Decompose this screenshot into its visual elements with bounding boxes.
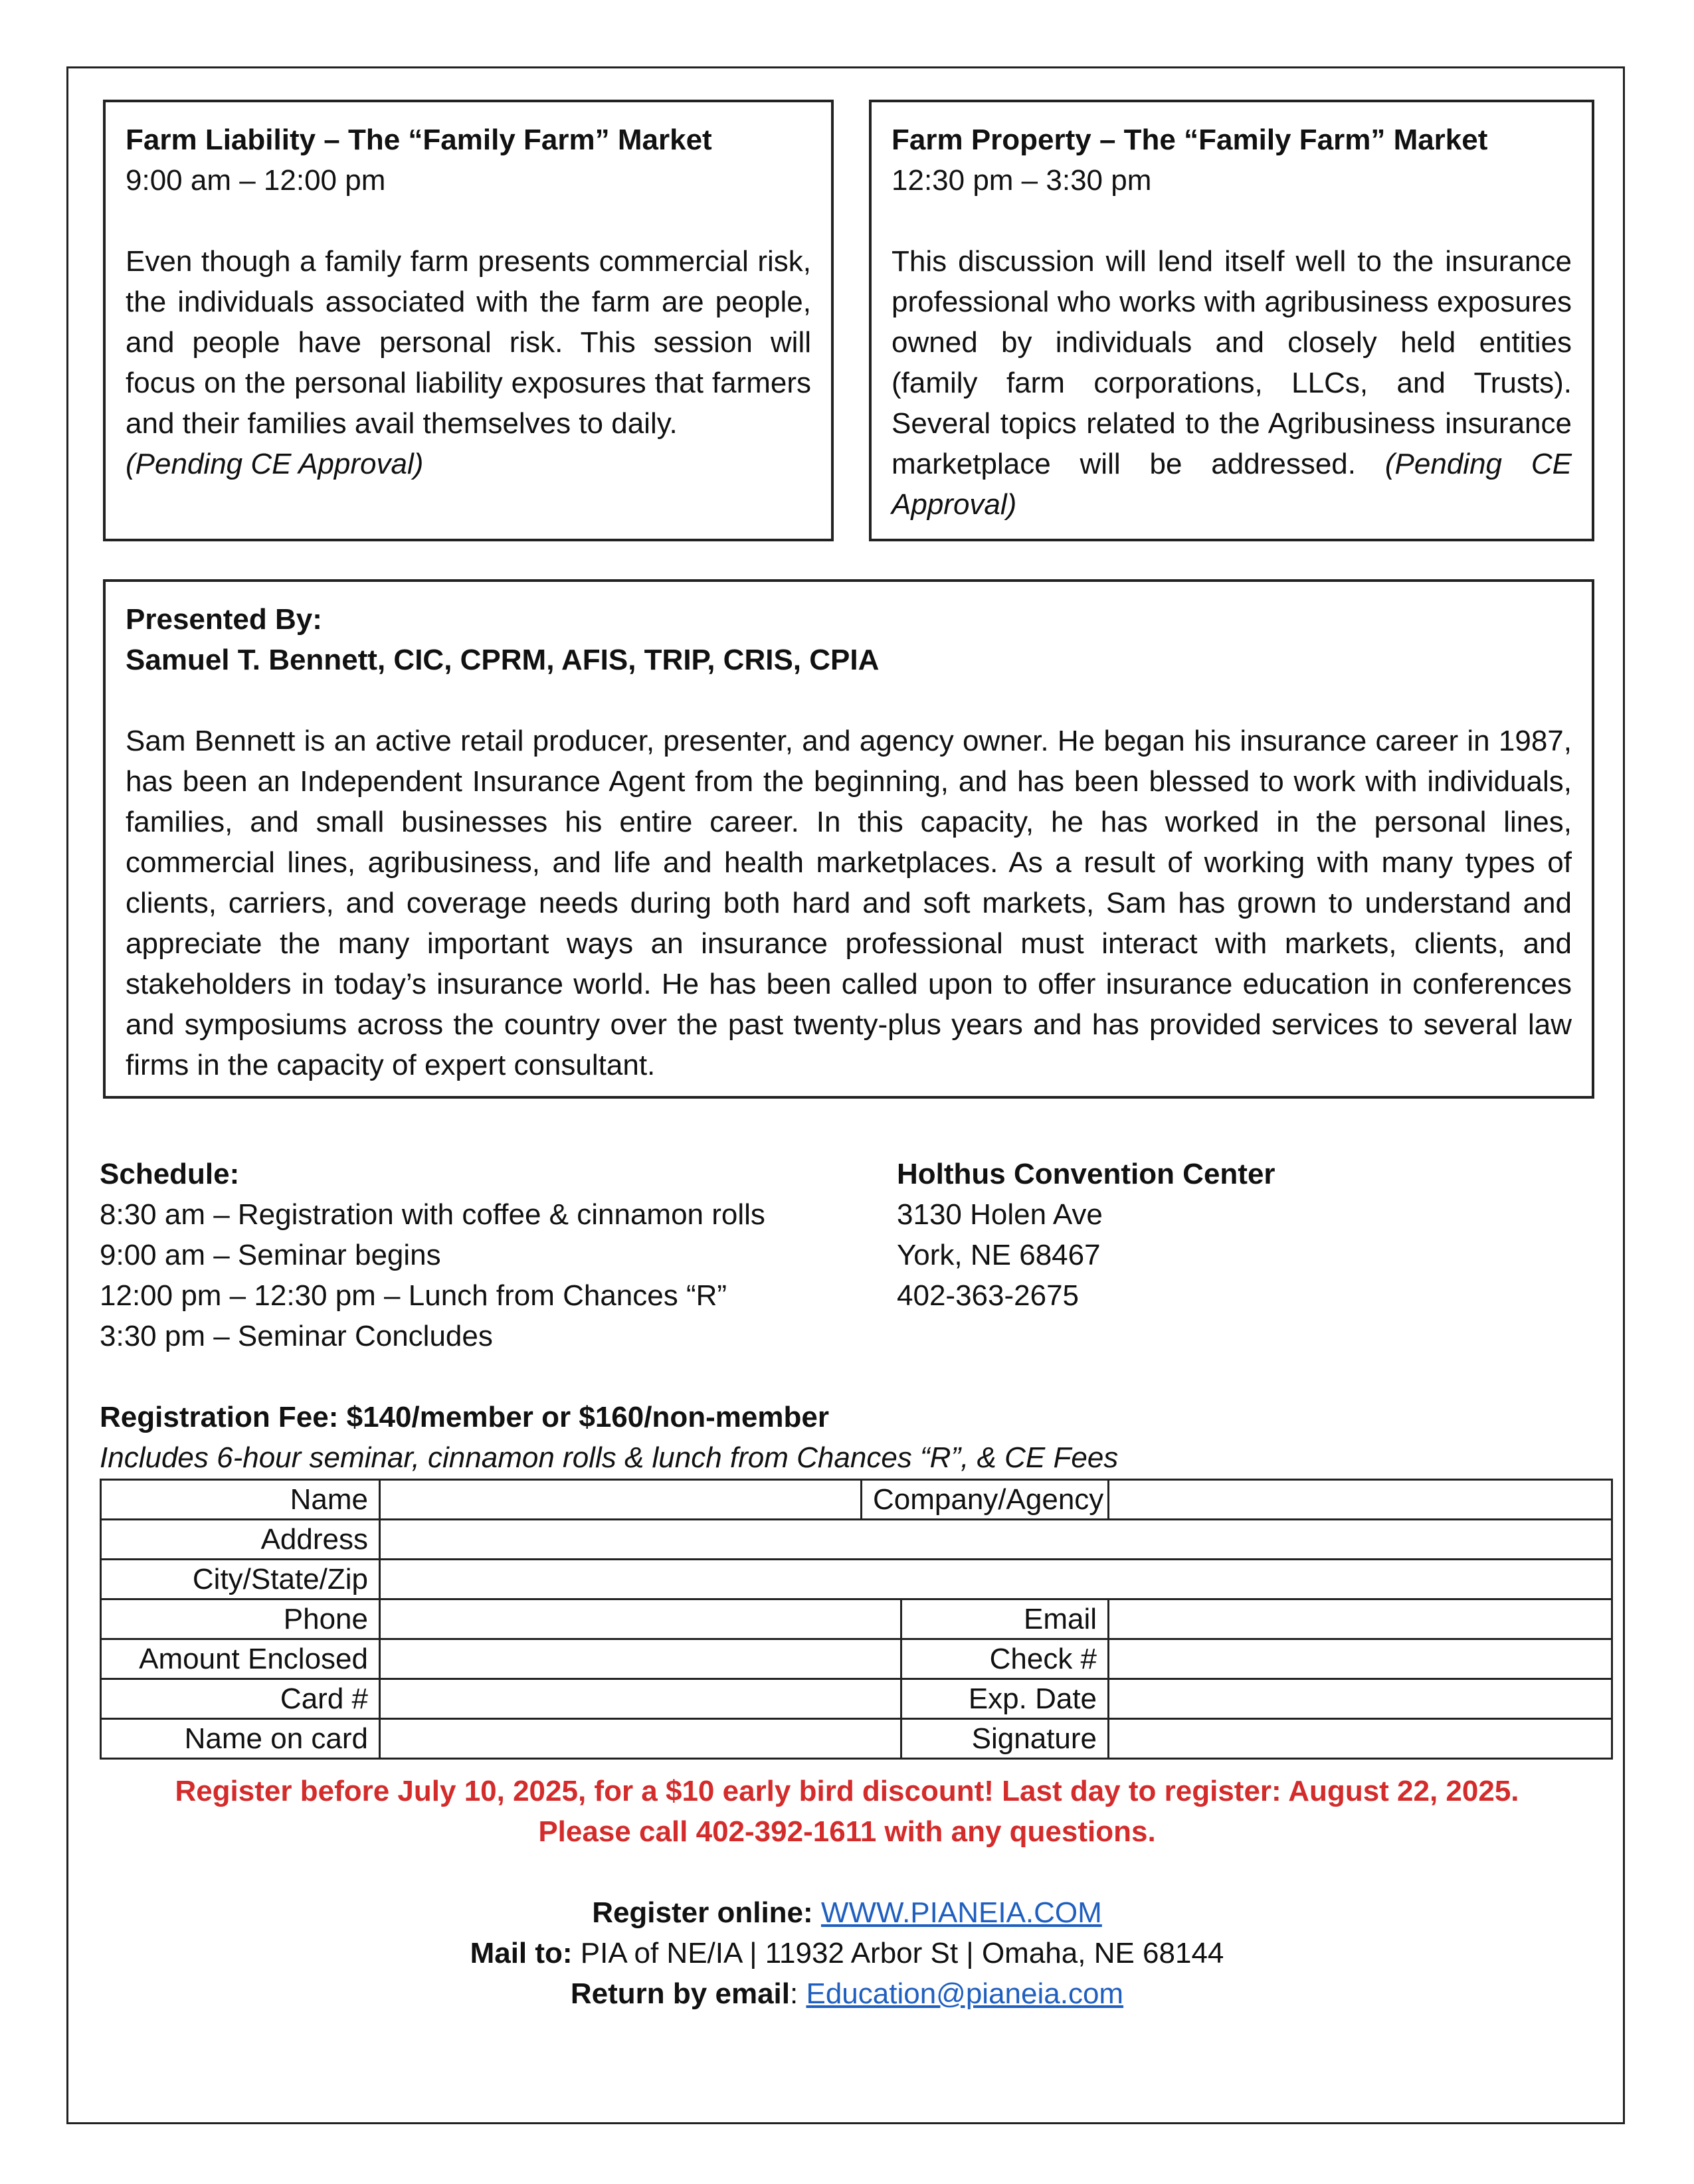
name-on-card-label: Name on card bbox=[101, 1719, 380, 1759]
return-email-separator: : bbox=[790, 1977, 799, 2010]
form-row bbox=[101, 1599, 1612, 1639]
address-label: Address bbox=[101, 1520, 380, 1560]
address-field[interactable] bbox=[380, 1520, 1612, 1560]
presenter-box bbox=[103, 579, 1594, 1099]
mail-to bbox=[0, 1933, 1694, 1973]
presenter-heading: Presented By: bbox=[126, 603, 322, 636]
schedule-item: 9:00 am – Seminar begins bbox=[100, 1239, 441, 1271]
fee-includes: Includes 6-hour seminar, cinnamon rolls & lunch from Chances “R”, & CE Fees bbox=[100, 1441, 1119, 1474]
venue-name: Holthus Convention Center bbox=[897, 1158, 1275, 1190]
register-online bbox=[0, 1892, 1694, 1933]
form-row bbox=[101, 1719, 1612, 1759]
schedule-item: 3:30 pm – Seminar Concludes bbox=[100, 1320, 493, 1352]
mail-address: PIA of NE/IA | 11932 Arbor St | Omaha, NE 68144 bbox=[580, 1937, 1224, 1969]
form-row bbox=[101, 1639, 1612, 1679]
schedule-item: 8:30 am – Registration with coffee & cinnamon rolls bbox=[100, 1198, 765, 1231]
early-bird-notice: Register before July 10, 2025, for a $10 early bird discount! Last day to register: August 22, 2025. bbox=[175, 1775, 1519, 1807]
signature-field[interactable] bbox=[1109, 1719, 1612, 1759]
return-email-label: Return by email bbox=[570, 1977, 790, 2010]
session-liability-title: Farm Liability – The “Family Farm” Market bbox=[126, 124, 712, 156]
company-label: Company/Agency bbox=[862, 1480, 1109, 1520]
website-link[interactable]: WWW.PIANEIA.COM bbox=[820, 1896, 1102, 1929]
email-label: Email bbox=[901, 1599, 1109, 1639]
venue-city: York, NE 68467 bbox=[897, 1239, 1101, 1271]
session-liability-time: 9:00 am – 12:00 pm bbox=[126, 164, 386, 197]
amount-enclosed-field[interactable] bbox=[380, 1639, 901, 1679]
form-row bbox=[101, 1480, 1612, 1520]
name-field[interactable] bbox=[380, 1480, 862, 1520]
mail-to-label: Mail to: bbox=[470, 1937, 573, 1969]
form-row bbox=[101, 1679, 1612, 1719]
schedule-item: 12:00 pm – 12:30 pm – Lunch from Chances “R” bbox=[100, 1279, 727, 1312]
session-liability-box bbox=[103, 100, 834, 541]
form-row bbox=[101, 1560, 1612, 1599]
company-field[interactable] bbox=[1109, 1480, 1612, 1520]
session-property-description: This discussion will lend itself well to the insurance professional who works with agribusiness exposures owned by individuals and closely held entities (family farm corporations, LLCs, and Trusts). Several topics related to the Agribusiness insurance marketplace will be addressed. (Pending CE Approval) bbox=[892, 245, 1572, 521]
session-liability-description: Even though a family farm presents commercial risk, the individuals associated with the farm are people, and people have personal risk. This session will focus on the personal liability exposures that farmers and their families avail themselves to daily. bbox=[126, 245, 811, 440]
venue bbox=[897, 1154, 1275, 1316]
phone-label: Phone bbox=[101, 1599, 380, 1639]
questions-notice: Please call 402-392-1611 with any questions. bbox=[538, 1815, 1156, 1848]
city-state-zip-field[interactable] bbox=[380, 1560, 1612, 1599]
email-field[interactable] bbox=[1109, 1599, 1612, 1639]
amount-enclosed-label: Amount Enclosed bbox=[101, 1639, 380, 1679]
presenter-name: Samuel T. Bennett, CIC, CPRM, AFIS, TRIP, CRIS, CPIA bbox=[126, 644, 880, 676]
phone-field[interactable] bbox=[380, 1599, 901, 1639]
venue-street: 3130 Holen Ave bbox=[897, 1198, 1103, 1231]
city-state-zip-label: City/State/Zip bbox=[101, 1560, 380, 1599]
form-row bbox=[101, 1520, 1612, 1560]
venue-phone: 402-363-2675 bbox=[897, 1279, 1080, 1312]
name-label: Name bbox=[101, 1480, 380, 1520]
presenter-bio: Sam Bennett is an active retail producer, presenter, and agency owner. He began his insurance career in 1987, has been an Independent Insurance Agent from the beginning, and has been blessed to work with individuals, families, and small businesses his entire career. In this capacity, he has worked in the personal lines, commercial lines, agribusiness, and life and health marketplaces. As a result of working with many types of clients, carriers, and coverage needs during both hard and soft markets, Sam has grown to understand and appreciate the many important ways an insurance professional must interact with markets, clients, and stakeholders in today’s insurance world. He has been called upon to offer insurance education in conferences and symposiums across the country over the past twenty-plus years and has provided services to several law firms in the capacity of expert consultant. bbox=[126, 725, 1572, 1081]
registration-form bbox=[100, 1479, 1613, 1760]
session-property-time: 12:30 pm – 3:30 pm bbox=[892, 164, 1152, 197]
check-number-field[interactable] bbox=[1109, 1639, 1612, 1679]
email-link[interactable]: Education@pianeia.com bbox=[806, 1977, 1124, 2010]
schedule-heading: Schedule: bbox=[100, 1158, 240, 1190]
register-online-label: Register online: bbox=[592, 1896, 813, 1929]
registration-fee bbox=[100, 1397, 1118, 1478]
session-property-box bbox=[869, 100, 1594, 541]
name-on-card-field[interactable] bbox=[380, 1719, 901, 1759]
exp-date-label: Exp. Date bbox=[901, 1679, 1109, 1719]
fee-heading: Registration Fee: $140/member or $160/non-member bbox=[100, 1401, 829, 1433]
session-liability-note: (Pending CE Approval) bbox=[126, 448, 424, 480]
card-number-label: Card # bbox=[101, 1679, 380, 1719]
signature-label: Signature bbox=[901, 1719, 1109, 1759]
return-by-email bbox=[0, 1973, 1694, 2014]
session-property-note: (Pending CE Approval) bbox=[892, 448, 1572, 521]
card-number-field[interactable] bbox=[380, 1679, 901, 1719]
schedule bbox=[100, 1154, 765, 1356]
exp-date-field[interactable] bbox=[1109, 1679, 1612, 1719]
check-number-label: Check # bbox=[901, 1639, 1109, 1679]
session-property-title: Farm Property – The “Family Farm” Market bbox=[892, 124, 1488, 156]
